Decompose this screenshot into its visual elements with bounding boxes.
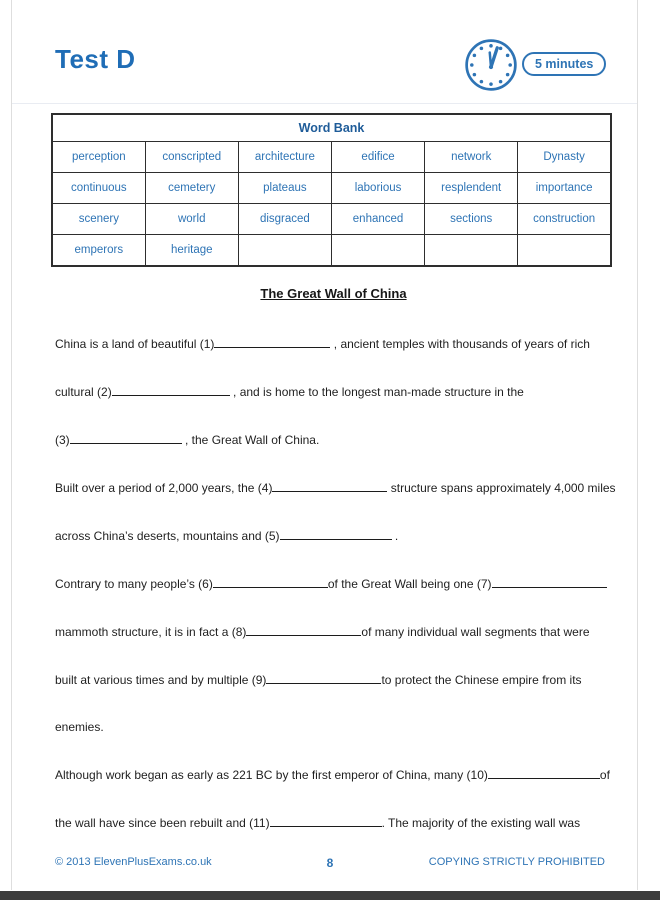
passage-line — [55, 720, 615, 735]
passage-body — [55, 336, 615, 863]
word-bank-cell — [518, 235, 611, 267]
word-bank-cell: conscripted — [145, 142, 238, 173]
word-bank-row — [52, 173, 611, 204]
word-bank-cell: cemetery — [145, 173, 238, 204]
bottom-edge-bar — [0, 891, 660, 900]
passage-line — [55, 432, 615, 448]
blank-line — [280, 528, 392, 540]
passage-text: to protect the Chinese empire from its — [381, 673, 582, 687]
passage-text: Although work began as early as 221 BC by the first emperor of China, many (10) — [55, 768, 488, 782]
header-divider — [12, 103, 637, 104]
passage-text: Contrary to many people’s (6) — [55, 577, 213, 591]
word-bank-row — [52, 142, 611, 173]
word-bank-cell: disgraced — [238, 204, 331, 235]
passage-line — [55, 624, 615, 640]
page-edge-right — [637, 0, 638, 890]
blank-line — [488, 767, 600, 779]
blank-line — [214, 336, 330, 348]
word-bank-cell — [425, 235, 518, 267]
word-bank-cell: scenery — [52, 204, 145, 235]
timer-group — [463, 37, 606, 93]
footer-page-number: 8 — [326, 856, 334, 870]
blank-line — [112, 384, 230, 396]
passage-text: , and is home to the longest man-made structure in the — [229, 385, 524, 399]
passage-text: mammoth structure, it is in fact a (8) — [55, 625, 247, 639]
word-bank-table — [51, 113, 612, 267]
word-bank-cell — [331, 235, 424, 267]
passage-text: . The majority of the existing wall was — [381, 816, 581, 830]
blank-line — [270, 815, 382, 827]
word-bank-cell: enhanced — [331, 204, 424, 235]
word-bank-cell: continuous — [52, 173, 145, 204]
passage-line — [55, 672, 615, 688]
passage-text: structure spans approximately 4,000 miles — [387, 481, 616, 495]
passage-line — [55, 336, 615, 352]
passage-heading: The Great Wall of China — [260, 286, 407, 301]
word-bank-cell — [238, 235, 331, 267]
word-bank-body — [52, 142, 611, 267]
timer-badge: 5 minutes — [522, 52, 606, 76]
clock-icon-wrap — [463, 37, 519, 93]
passage-text: (3) — [55, 433, 70, 447]
passage-text: , ancient temples with thousands of years of rich — [330, 337, 590, 351]
word-bank-title: Word Bank — [52, 114, 611, 142]
word-bank-cell: heritage — [145, 235, 238, 267]
word-bank-cell: laborious — [331, 173, 424, 204]
word-bank-cell: world — [145, 204, 238, 235]
word-bank-cell: perception — [52, 142, 145, 173]
passage-text: China is a land of beautiful (1) — [55, 337, 215, 351]
passage-text: Built over a period of 2,000 years, the (4) — [55, 481, 273, 495]
passage-text: , the Great Wall of China. — [181, 433, 320, 447]
word-bank-row — [52, 235, 611, 267]
passage-text: of — [599, 768, 610, 782]
word-bank-header-row — [52, 114, 611, 142]
blank-line — [492, 576, 607, 588]
word-bank-cell: Dynasty — [518, 142, 611, 173]
passage-line — [55, 528, 615, 544]
page-title: Test D — [55, 44, 136, 74]
clock-icon — [463, 37, 519, 93]
word-bank-cell: importance — [518, 173, 611, 204]
blank-line — [213, 576, 328, 588]
passage-line — [55, 815, 615, 831]
word-bank-cell: resplendent — [425, 173, 518, 204]
blank-line — [70, 432, 182, 444]
passage-text: built at various times and by multiple (9) — [55, 673, 267, 687]
word-bank-cell: construction — [518, 204, 611, 235]
page-edge-left — [11, 0, 12, 890]
passage-line — [55, 767, 615, 783]
passage-line — [55, 480, 615, 496]
passage-text: . — [391, 529, 399, 543]
passage-text: enemies. — [55, 720, 104, 734]
word-bank-cell: edifice — [331, 142, 424, 173]
passage-text: of many individual wall segments that were — [361, 625, 590, 639]
word-bank-row — [52, 204, 611, 235]
passage-line — [55, 576, 615, 592]
blank-line — [246, 624, 361, 636]
passage-text: the wall have since been rebuilt and (11) — [55, 816, 270, 830]
footer-notice: COPYING STRICTLY PROHIBITED — [428, 856, 605, 868]
passage-text: cultural (2) — [55, 385, 112, 399]
footer-copyright: © 2013 ElevenPlusExams.co.uk — [55, 856, 212, 868]
passage-text: across China’s deserts, mountains and (5) — [55, 529, 280, 543]
blank-line — [266, 672, 381, 684]
passage-text: of the Great Wall being one (7) — [327, 577, 492, 591]
word-bank-cell: sections — [425, 204, 518, 235]
word-bank-cell: plateaus — [238, 173, 331, 204]
passage-line — [55, 384, 615, 400]
word-bank-cell: architecture — [238, 142, 331, 173]
word-bank-cell: emperors — [52, 235, 145, 267]
blank-line — [272, 480, 387, 492]
word-bank-cell: network — [425, 142, 518, 173]
